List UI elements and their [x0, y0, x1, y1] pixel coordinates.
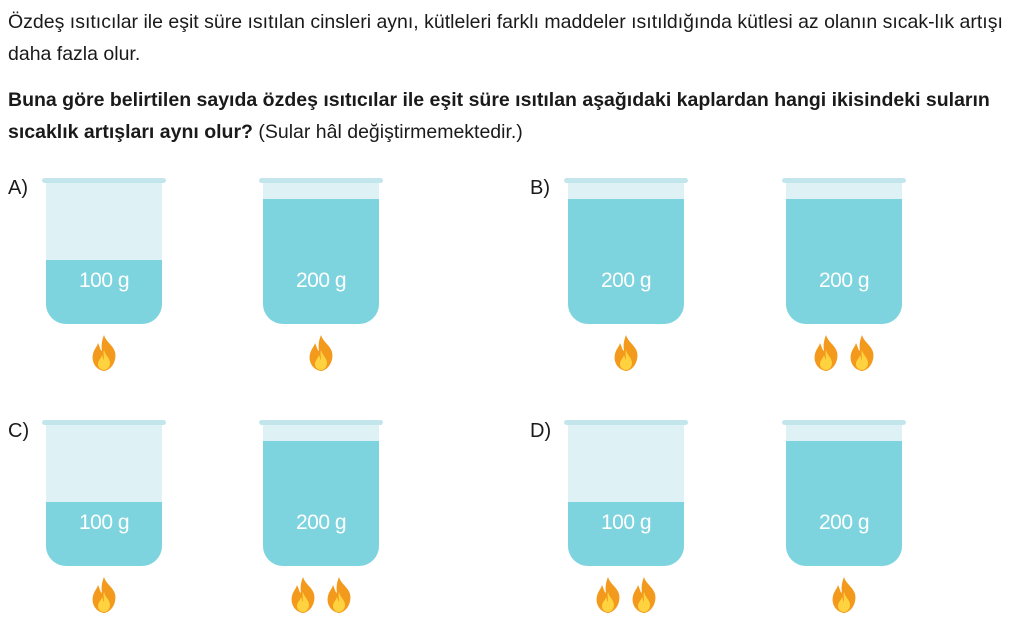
heater-group	[593, 576, 659, 616]
heater-group	[611, 334, 641, 374]
beaker-rim	[564, 420, 688, 425]
mass-label: 100 g	[78, 511, 130, 534]
option-letter: D)	[530, 420, 552, 442]
water-fill	[786, 199, 902, 324]
flame-icon	[89, 576, 119, 614]
beaker	[568, 178, 684, 324]
water-fill	[786, 441, 902, 566]
beaker	[263, 178, 379, 324]
heater-group	[306, 334, 336, 374]
mass-label: 100 g	[600, 511, 652, 534]
beaker	[786, 420, 902, 566]
water-fill	[263, 199, 379, 324]
beaker-rim	[42, 178, 166, 183]
flame-icon	[593, 576, 623, 614]
beaker-rim	[259, 420, 383, 425]
flame-icon	[288, 576, 318, 614]
beaker-glass	[568, 182, 684, 324]
heater-group	[89, 334, 119, 374]
beaker	[46, 420, 162, 566]
water-fill	[568, 199, 684, 324]
question-text	[8, 84, 1026, 148]
flame-icon	[847, 334, 877, 372]
heater-group	[288, 576, 354, 616]
heater-group	[89, 576, 119, 616]
mass-label: 200 g	[818, 269, 870, 292]
mass-label: 100 g	[78, 269, 130, 292]
intro-text: Özdeş ısıtıcılar ile eşit süre ısıtılan cinsleri aynı, kütleleri farklı maddeler ısıtıldığında kütlesi az olanın sıcak-lık artışı daha fazla olur.	[8, 11, 1003, 65]
option-letter: B)	[530, 177, 550, 199]
flame-icon	[629, 576, 659, 614]
beaker-rim	[782, 420, 906, 425]
beaker-glass	[46, 182, 162, 324]
beaker-glass	[568, 424, 684, 566]
heater-group	[829, 576, 859, 616]
beaker-glass	[786, 424, 902, 566]
beaker	[46, 178, 162, 324]
beaker-glass	[786, 182, 902, 324]
beaker	[263, 420, 379, 566]
flame-icon	[306, 334, 336, 372]
water-fill	[263, 441, 379, 566]
mass-label: 200 g	[295, 269, 347, 292]
option-letter: C)	[8, 420, 30, 442]
flame-icon	[811, 334, 841, 372]
beaker-rim	[564, 178, 688, 183]
option-letter: A)	[8, 177, 28, 199]
beaker-glass	[46, 424, 162, 566]
flame-icon	[324, 576, 354, 614]
mass-label: 200 g	[295, 511, 347, 534]
flame-icon	[611, 334, 641, 372]
beaker-rim	[259, 178, 383, 183]
heater-group	[811, 334, 877, 374]
mass-label: 200 g	[818, 511, 870, 534]
flame-icon	[829, 576, 859, 614]
beaker-glass	[263, 182, 379, 324]
question-bold: Buna göre belirtilen sayıda özdeş ısıtıcılar ile eşit süre ısıtılan aşağıdaki kaplardan hangi ikisindeki suların sıcaklık artışları aynı olur?	[8, 89, 990, 143]
beaker	[568, 420, 684, 566]
beaker-rim	[782, 178, 906, 183]
beaker-rim	[42, 420, 166, 425]
flame-icon	[89, 334, 119, 372]
beaker-glass	[263, 424, 379, 566]
question-note: (Sular hâl değiştirmemektedir.)	[252, 121, 523, 143]
beaker	[786, 178, 902, 324]
mass-label: 200 g	[600, 269, 652, 292]
